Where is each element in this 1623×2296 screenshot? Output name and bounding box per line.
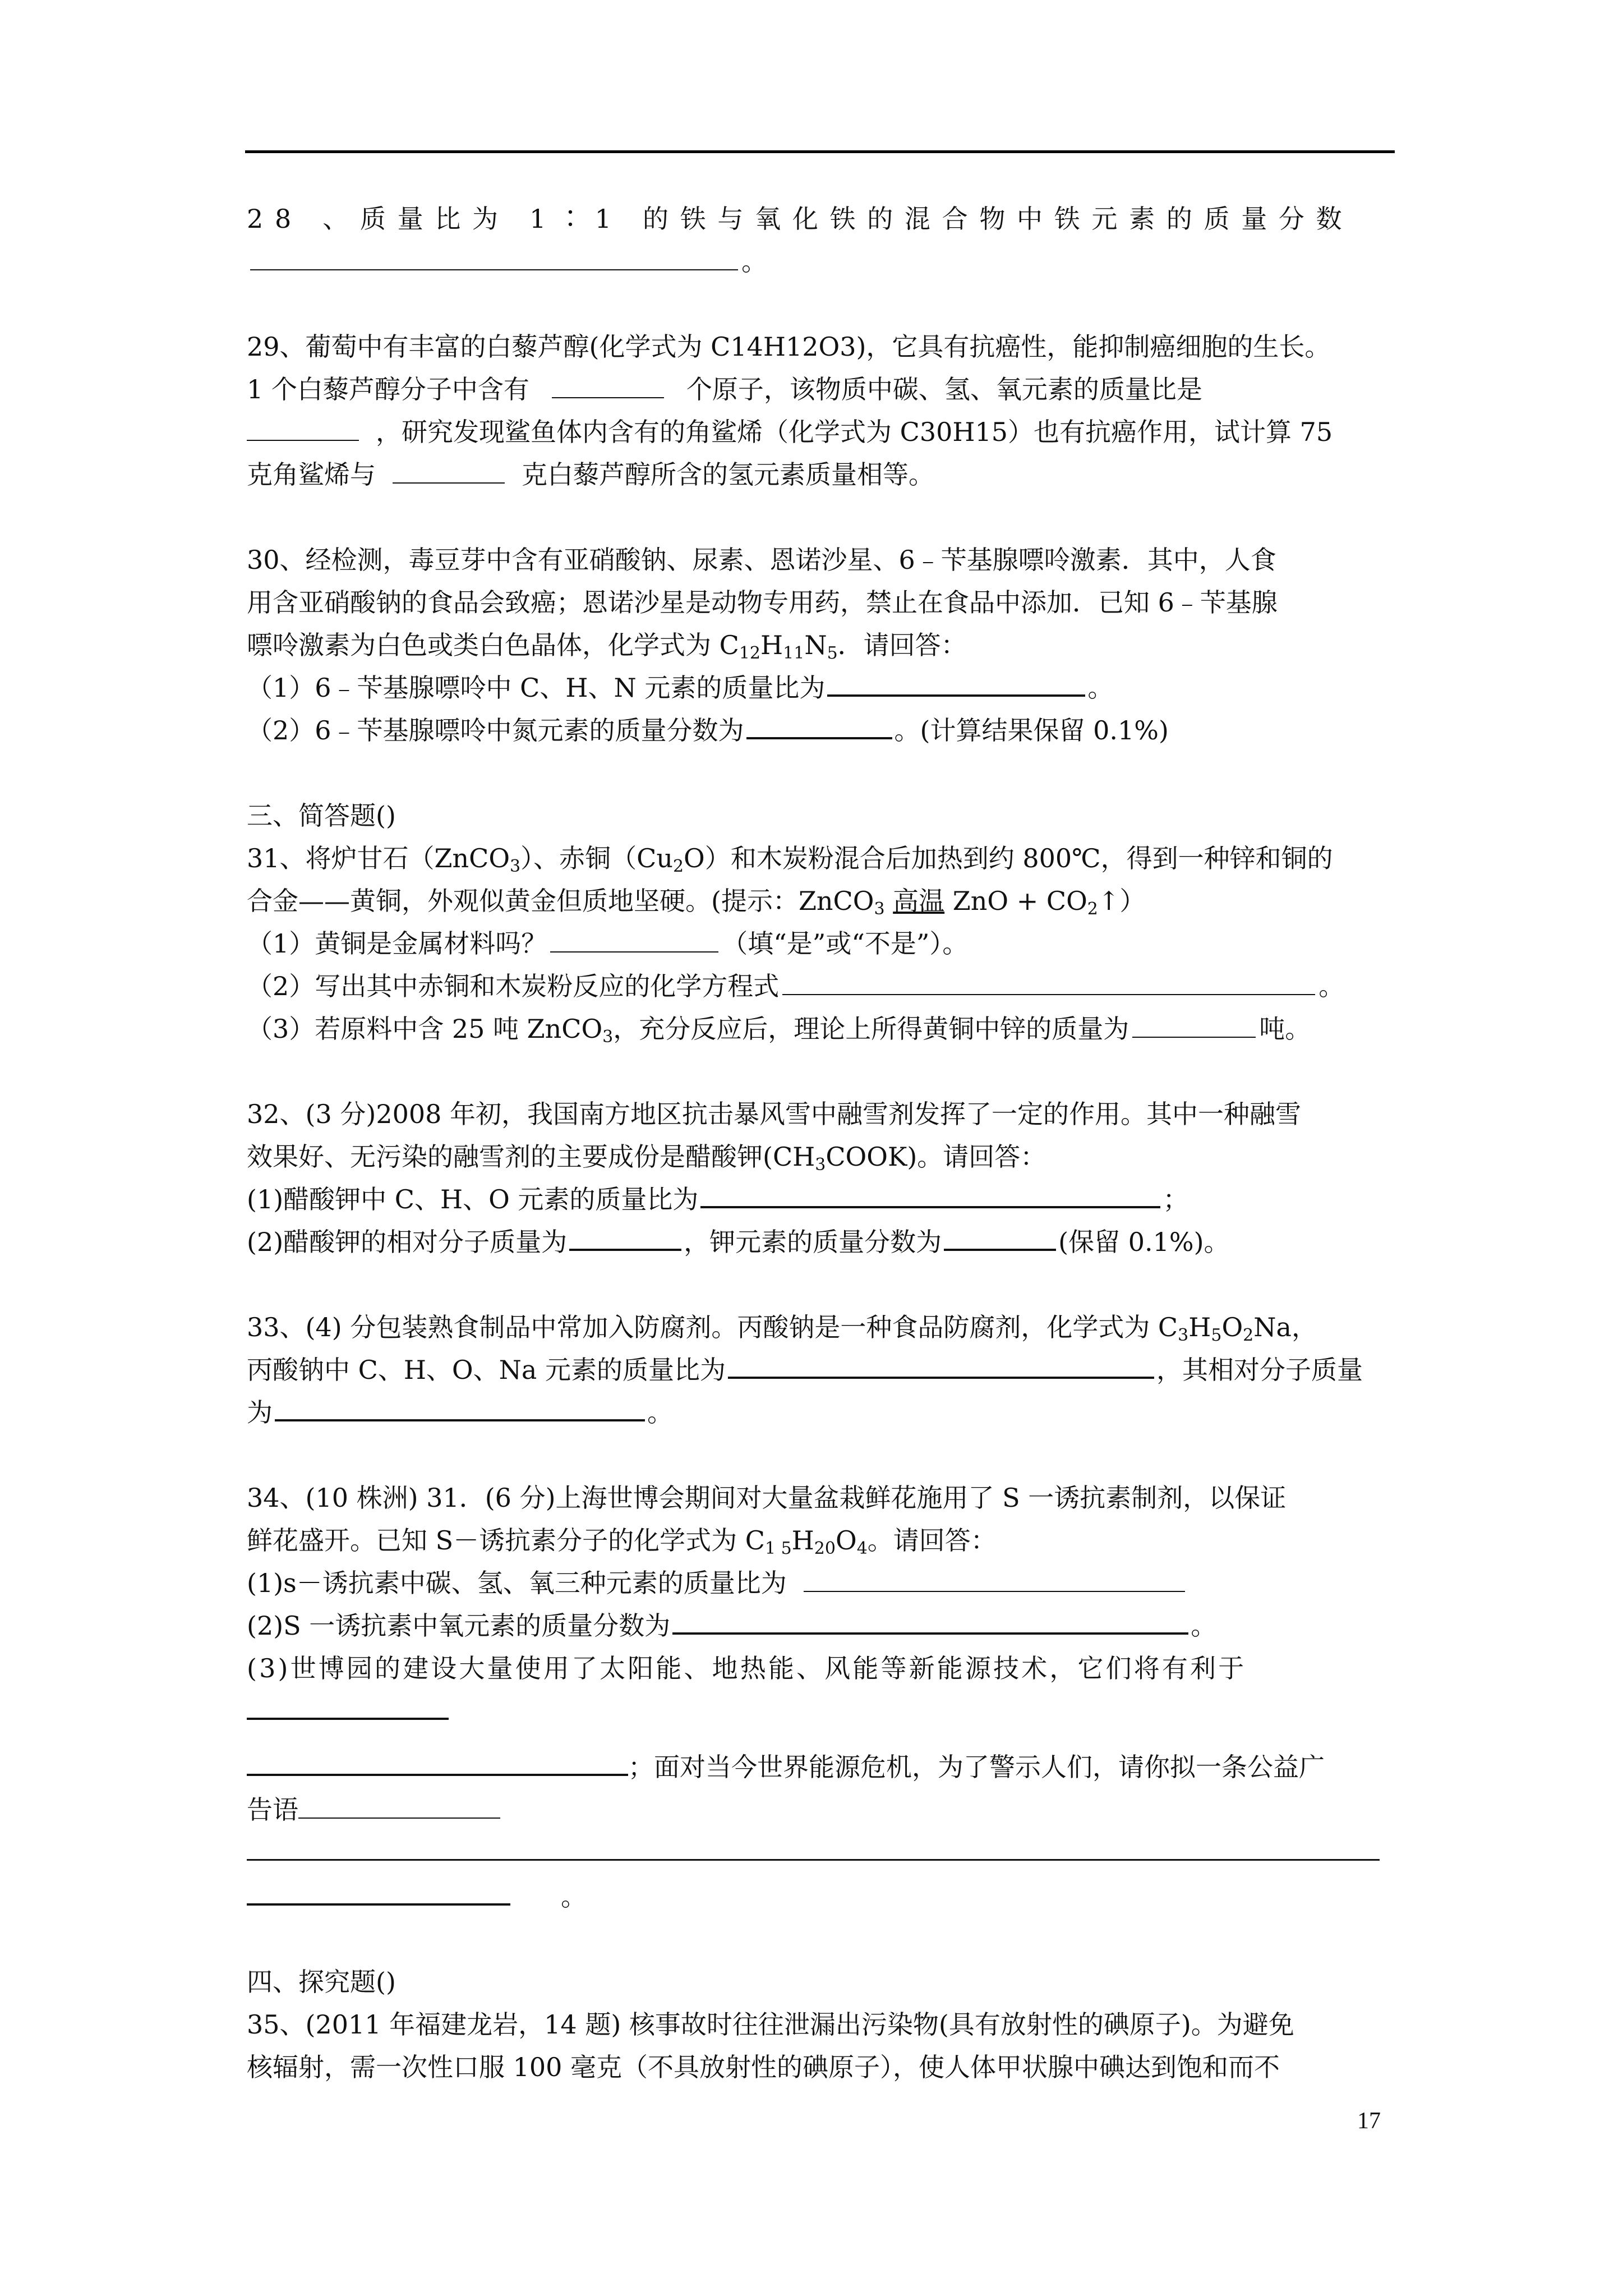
q30-line1: 30、经检测，毒豆芽中含有亚硝酸钠、尿素、恩诺沙星、6﹣苄基腺嘌呤激素．其中，人食	[247, 545, 1276, 575]
q34-part1: (1)s－诱抗素中碳、氢、氧三种元素的质量比为	[247, 1562, 1391, 1604]
section-3-title: 三、简答题()	[247, 800, 396, 831]
q31-line2: 合金——黄铜，外观似黄金但质地坚硬。(提示：ZnCO$_3$ 高温 ZnO + $CO_2↑$）	[247, 886, 1146, 919]
q34-benefit-blank[interactable]	[247, 1694, 449, 1720]
q29-grams-blank[interactable]	[393, 459, 505, 484]
q33-mass-blank[interactable]	[275, 1396, 645, 1421]
q34-line1: 34、(10 株洲) 31．(6 分)上海世博会期间对大量盆栽鲜花施用了 S 一诱抗素制剂，以保证	[247, 1483, 1287, 1513]
q28-line1: 28 、质量比为 1∶1 的铁与氧化铁的混合物中铁元素的质量分数	[247, 204, 1354, 234]
q32-line2: 效果好、无污染的融雪剂的主要成份是醋酸钾$(CH_3COOK)$。请回答：	[247, 1142, 1046, 1175]
q31-part3: （3）若原料中含 25 吨 ZnCO$_3$，充分反应后，理论上所得黄铜中锌的质量为 吨。	[247, 1014, 1311, 1047]
q34-part3: (3)世博园的建设大量使用了太阳能、地热能、风能等新能源技术，它们将有利于	[247, 1653, 1247, 1683]
section-4	[247, 1961, 1391, 2088]
q31-metal-blank[interactable]	[550, 928, 718, 953]
q30-line2: 用含亚硝酸钠的食品会致癌；恩诺沙星是动物专用药，禁止在食品中添加．已知 6﹣苄基腺	[247, 587, 1278, 618]
q33-line3: 为 。	[247, 1391, 1391, 1434]
q30-ratio-blank[interactable]	[827, 671, 1085, 697]
q29-line4: 克角鲨烯与 克白藜芦醇所含的氢元素质量相等。	[247, 459, 934, 490]
q32-line1: 32、(3 分)2008 年初，我国南方地区抗击暴风雪中融雪剂发挥了一定的作用。其中一种融雪	[247, 1099, 1302, 1129]
question-28	[247, 197, 1391, 283]
q30-part1: （1）6﹣苄基腺嘌呤中 C、H、N 元素的质量比为 。	[247, 666, 1391, 709]
q34-fraction-blank[interactable]	[672, 1609, 1188, 1635]
q32-part1: (1)醋酸钾中 C、H、O 元素的质量比为 ；	[247, 1178, 1391, 1221]
question-29	[247, 325, 1391, 496]
q34-benefit-blank-2[interactable]	[247, 1750, 628, 1776]
q29-line2: 1 个白藜芦醇分子中含有 个原子，该物质中碳、氢、氧元素的质量比是	[247, 374, 1202, 404]
q32-mass-blank[interactable]	[569, 1225, 681, 1251]
section-3	[247, 794, 1391, 1050]
q34-part3-blank1	[247, 1690, 1391, 1732]
page-number: 17	[1357, 2108, 1381, 2134]
question-32	[247, 1093, 1391, 1263]
q35-line1: 35、(2011 年福建龙岩，14 题) 核事故时往往泄漏出污染物(具有放射性的碘原子)。为避免	[247, 2009, 1294, 2040]
q33-line1: 33、(4) 分包装熟食制品中常加入防腐剂。丙酸钠是一种食品防腐剂，化学式为 $C_3H_5O_2Na$，	[247, 1312, 1317, 1345]
q31-part1: （1）黄铜是金属材料吗？ （填“是”或“不是”）。	[247, 928, 969, 959]
q34-part3-line3: 告语	[247, 1788, 1391, 1831]
q29-line1: 29、葡萄中有丰富的白藜芦醇(化学式为 C14H12O3)，它具有抗癌性，能抑制癌细胞的生长。	[247, 332, 1331, 362]
q34-slogan-line[interactable]	[247, 1837, 1380, 1861]
question-34	[247, 1476, 1391, 1918]
q31-part2: （2）写出其中赤铜和木炭粉反应的化学方程式 。	[247, 971, 1345, 1001]
header-rule	[245, 150, 1395, 153]
q28-answer-blank[interactable]	[250, 246, 738, 270]
q30-fraction-blank[interactable]	[746, 714, 892, 739]
q35-line2: 核辐射，需一次性口服 100 毫克（不具放射性的碘原子），使人体甲状腺中碘达到饱和而不	[247, 2052, 1280, 2082]
q34-part3-line5: 。	[247, 1875, 1391, 1918]
q34-part2: (2)S 一诱抗素中氧元素的质量分数为 。	[247, 1604, 1391, 1647]
q33-ratio-blank[interactable]	[728, 1353, 1154, 1379]
q29-line3: ，研究发现鲨鱼体内含有的角鲨烯（化学式为 C30H15）也有抗癌作用，试计算 75	[247, 411, 1391, 453]
q34-slogan-blank-end[interactable]	[247, 1880, 510, 1906]
q28-line2: 。	[247, 240, 1391, 283]
q33-line2: 丙酸钠中 C、H、O、Na 元素的质量比为 ，其相对分子质量	[247, 1349, 1391, 1391]
reaction-condition: 高温	[893, 886, 945, 916]
q31-equation-blank[interactable]	[782, 970, 1315, 995]
q31-line1: 31、将炉甘石（ZnCO$_3$）、赤铜$(Cu_2O)$和木炭粉混合后加热到约 800℃，得到一种锌和铜的	[247, 843, 1333, 876]
question-30	[247, 539, 1391, 752]
q32-part2: (2)醋酸钾的相对分子质量为 ，钾元素的质量分数为 (保留 0.1%)。	[247, 1221, 1391, 1263]
page-content	[247, 197, 1391, 2088]
q32-ratio-blank[interactable]	[700, 1182, 1160, 1208]
q34-ratio-blank[interactable]	[804, 1567, 1185, 1592]
question-33	[247, 1306, 1391, 1434]
q32-potassium-blank[interactable]	[944, 1225, 1056, 1251]
q29-mass-ratio-blank[interactable]	[247, 416, 359, 441]
q34-line2: 鲜花盛开。已知 S－诱抗素分子的化学式为 $C_{1 5}H_{20}O_4$。请回答：	[247, 1525, 997, 1558]
q31-zinc-blank[interactable]	[1132, 1013, 1256, 1038]
section-4-title: 四、探究题()	[247, 1967, 396, 1997]
q34-part3-line2: ；面对当今世界能源危机，为了警示人们，请你拟一条公益广	[247, 1746, 1391, 1788]
q34-slogan-blank[interactable]	[298, 1794, 500, 1819]
q30-line3: 嘌呤激素为白色或类白色晶体，化学式为 $C_{12}H_{11}N_5$．请回答：	[247, 630, 967, 663]
q30-part2: （2）6﹣苄基腺嘌呤中氮元素的质量分数为 。(计算结果保留 0.1%)	[247, 709, 1391, 752]
q29-atoms-blank[interactable]	[552, 374, 664, 398]
